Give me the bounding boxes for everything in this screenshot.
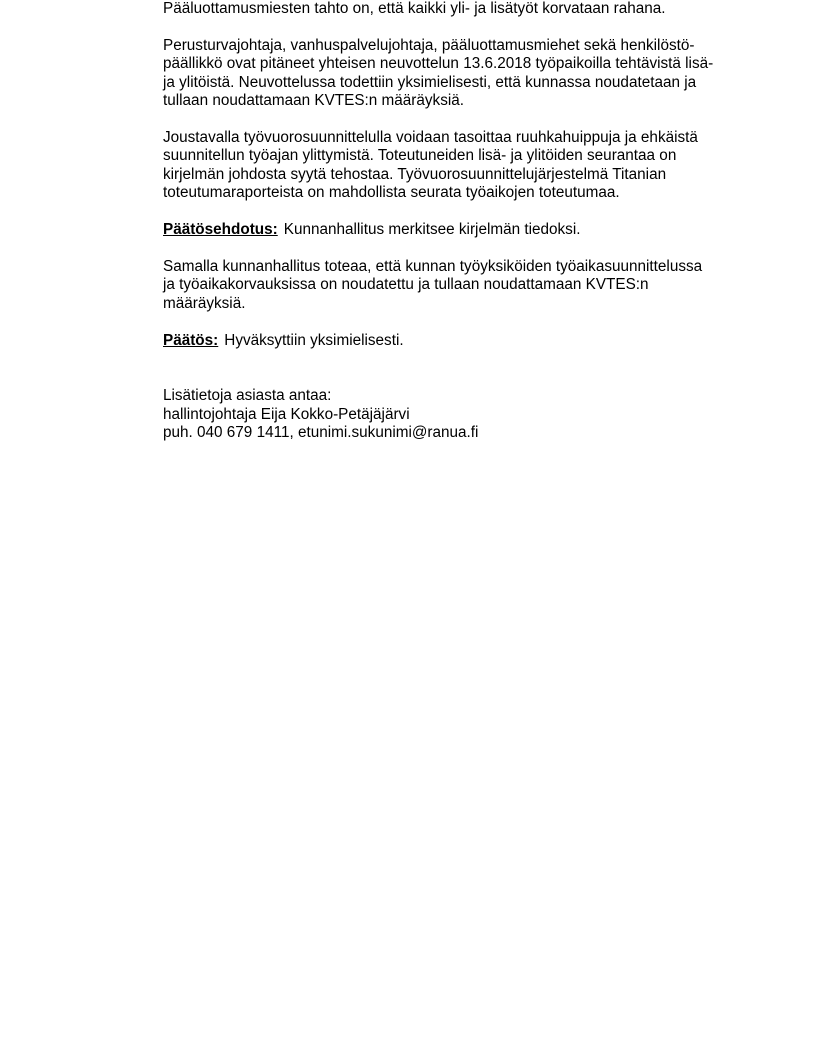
contact-person: hallintojohtaja Eija Kokko-Petäjäjärvi [163,405,410,423]
intro-line: Pääluottamusmiesten tahto on, että kaikki yli- ja lisätyöt korvataan rahana. [163,0,666,17]
contact-phone-email: puh. 040 679 1411, etunimi.sukunimi@ranua.fi [163,424,479,441]
paragraph-negotiation: Perusturvajohtaja, vanhuspalvelujohtaja, pääluottamusmiehet sekä henkilöstö- päällikkö ovat pitäneet yhteisen neuvottelun 13.6.2018 työpaikoilla tehtävistä lisä- ja ylitöistä. Neuvottelussa todettiin yksimielisesti, että kunnassa noudatetaan ja tullaan noudattamaan KVTES:n määräyksiä. [163,36,714,110]
paragraph-confirm: Samalla kunnanhallitus toteaa, että kunnan työyksiköiden työaikasuunnittelussa ja työaikakorvauksissa on noudatettu ja tullaan noudattamaan KVTES:n määräyksiä. [163,258,703,312]
proposal-label: Päätösehdotus: [163,221,278,239]
contact-heading: Lisätietoja asiasta antaa: [163,387,332,405]
contact-block [163,387,763,442]
document-body [163,0,763,442]
decision-text: Hyväksyttiin yksimielisesti. [224,331,404,349]
paragraph-scheduling: Joustavalla työvuorosuunnittelulla voidaan tasoittaa ruuhkahuippuja ja ehkäistä suunnitellun työajan ylittymistä. Toteutuneiden lisä- ja ylitöiden seurantaa on kirjelmän johdosta syytä tehostaa. Työvuorosuunnittelujärjestelmä Titanian toteutumaraporteista on mahdollista seurata työaikojen toteutumaa. [163,129,698,202]
decision-label: Päätös: [163,331,219,349]
proposal-text: Kunnanhallitus merkitsee kirjelmän tiedoksi. [283,221,581,239]
decision-line [163,332,763,350]
proposal-line [163,221,763,239]
